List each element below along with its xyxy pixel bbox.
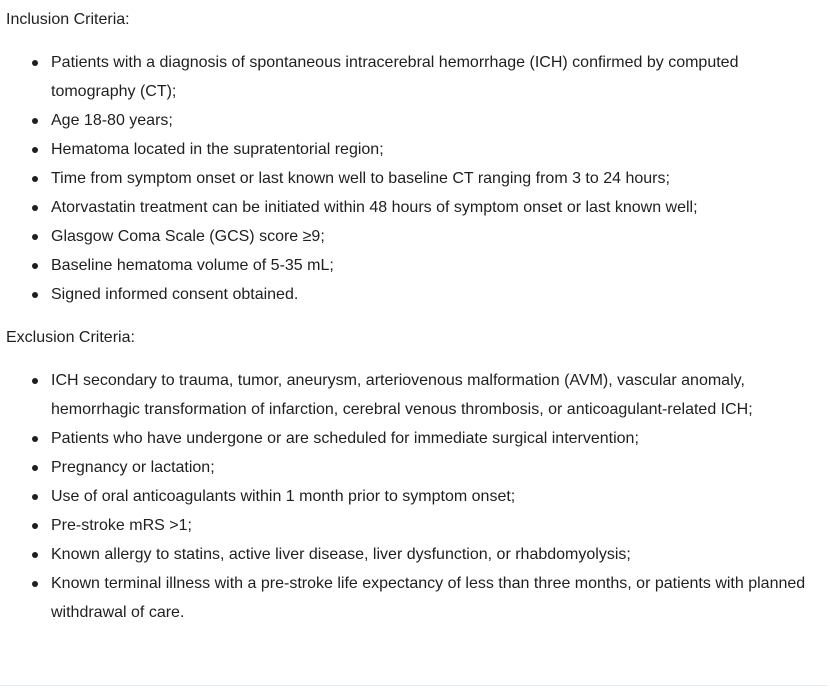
- exclusion-item-text: Use of oral anticoagulants within 1 month prior to symptom onset;: [51, 488, 516, 505]
- exclusion-item: [51, 453, 822, 482]
- bullet-icon: [32, 494, 38, 500]
- exclusion-item: [51, 482, 822, 511]
- exclusion-item-text: Known terminal illness with a pre-stroke life expectancy of less than three months, or patients with planned withdrawal of care.: [51, 575, 806, 621]
- exclusion-item-text: Pre-stroke mRS >1;: [51, 517, 192, 534]
- inclusion-item-text: Baseline hematoma volume of 5-35 mL;: [51, 257, 334, 274]
- exclusion-criteria-heading: Exclusion Criteria:: [6, 329, 135, 346]
- exclusion-item-text: Patients who have undergone or are scheduled for immediate surgical intervention;: [51, 430, 639, 447]
- exclusion-item: [51, 511, 822, 540]
- bullet-icon: [32, 523, 38, 529]
- inclusion-item: [51, 222, 822, 251]
- bullet-icon: [32, 234, 38, 240]
- inclusion-item-text: Time from symptom onset or last known well to baseline CT ranging from 3 to 24 hours;: [51, 170, 670, 187]
- bullet-icon: [32, 60, 38, 66]
- inclusion-item-text: Signed informed consent obtained.: [51, 286, 299, 303]
- bullet-icon: [32, 118, 38, 124]
- exclusion-item: [51, 540, 822, 569]
- inclusion-item: [51, 251, 822, 280]
- inclusion-item: [51, 280, 822, 309]
- inclusion-criteria-heading: Inclusion Criteria:: [6, 11, 130, 28]
- bullet-icon: [32, 581, 38, 587]
- inclusion-criteria-list: [6, 48, 822, 309]
- exclusion-item: [51, 366, 822, 424]
- bullet-icon: [32, 292, 38, 298]
- bullet-icon: [32, 205, 38, 211]
- inclusion-item-text: Age 18-80 years;: [51, 112, 173, 129]
- inclusion-item-text: Patients with a diagnosis of spontaneous intracerebral hemorrhage (ICH) confirmed by computed tomography (CT);: [51, 54, 739, 100]
- exclusion-item: [51, 424, 822, 453]
- bullet-icon: [32, 378, 38, 384]
- bullet-icon: [32, 552, 38, 558]
- exclusion-item: [51, 569, 822, 627]
- exclusion-criteria-list: [6, 366, 822, 627]
- exclusion-item-text: Pregnancy or lactation;: [51, 459, 215, 476]
- bullet-icon: [32, 465, 38, 471]
- bullet-icon: [32, 436, 38, 442]
- criteria-document: [6, 5, 822, 641]
- bottom-divider: [0, 685, 828, 686]
- inclusion-item: [51, 164, 822, 193]
- inclusion-item: [51, 48, 822, 106]
- inclusion-item: [51, 106, 822, 135]
- inclusion-item-text: Hematoma located in the supratentorial region;: [51, 141, 384, 158]
- exclusion-item-text: Known allergy to statins, active liver disease, liver dysfunction, or rhabdomyolysis;: [51, 546, 631, 563]
- inclusion-item: [51, 193, 822, 222]
- bullet-icon: [32, 176, 38, 182]
- inclusion-item-text: Atorvastatin treatment can be initiated within 48 hours of symptom onset or last known well;: [51, 199, 698, 216]
- bullet-icon: [32, 147, 38, 153]
- inclusion-item-text: Glasgow Coma Scale (GCS) score ≥9;: [51, 228, 325, 245]
- inclusion-item: [51, 135, 822, 164]
- exclusion-item-text: ICH secondary to trauma, tumor, aneurysm, arteriovenous malformation (AVM), vascular anomaly, hemorrhagic transformation of infarction, cerebral venous thrombosis, or anticoagulant-related ICH;: [51, 372, 753, 418]
- bullet-icon: [32, 263, 38, 269]
